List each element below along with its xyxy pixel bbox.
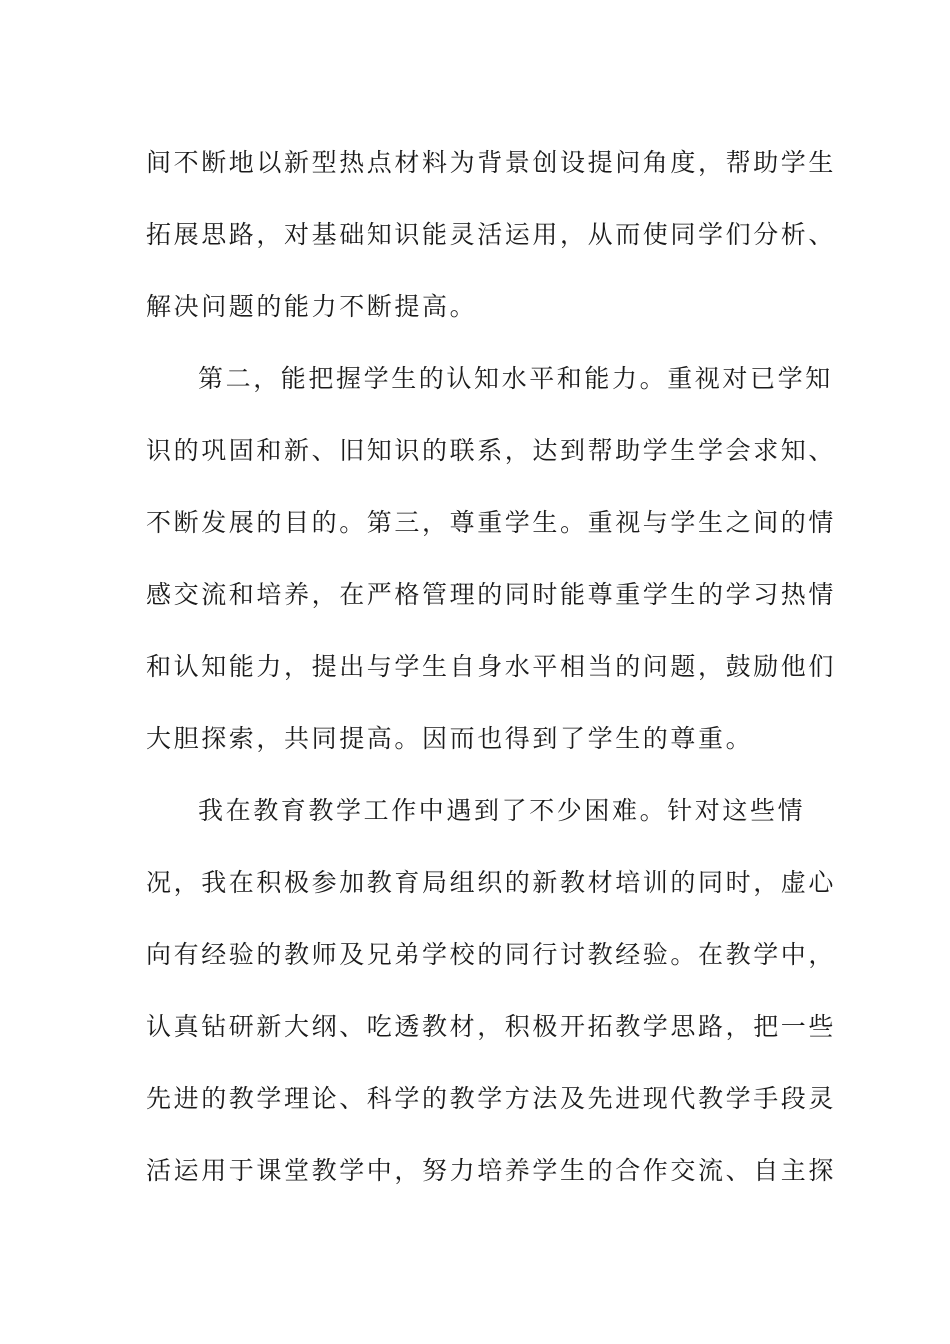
- text-line: 认真钻研新大纲、吃透教材，积极开拓教学思路，把一些: [146, 1012, 837, 1041]
- paragraph-start-line: 我在教育教学工作中遇到了不少困难。针对这些情: [198, 796, 806, 825]
- text-line: 间不断地以新型热点材料为背景创设提问角度，帮助学生: [146, 148, 837, 177]
- text-line: 识的巩固和新、旧知识的联系，达到帮助学生学会求知、: [146, 436, 837, 465]
- text-line: 解决问题的能力不断提高。: [146, 292, 478, 321]
- paragraph-start-line: 第二，能把握学生的认知水平和能力。重视对已学知: [198, 364, 833, 393]
- text-line: 向有经验的教师及兄弟学校的同行讨教经验。在教学中，: [146, 940, 837, 969]
- text-line: 拓展思路，对基础知识能灵活运用，从而使同学们分析、: [146, 220, 837, 249]
- text-line: 感交流和培养，在严格管理的同时能尊重学生的学习热情: [146, 580, 837, 609]
- text-line: 活运用于课堂教学中，努力培养学生的合作交流、自主探: [146, 1156, 837, 1185]
- text-line: 先进的教学理论、科学的教学方法及先进现代教学手段灵: [146, 1084, 837, 1113]
- text-line: 和认知能力，提出与学生自身水平相当的问题，鼓励他们: [146, 652, 837, 681]
- text-line: 不断发展的目的。第三，尊重学生。重视与学生之间的情: [146, 508, 837, 537]
- body-text: [146, 127, 837, 1207]
- text-line: 大胆探索，共同提高。因而也得到了学生的尊重。: [146, 724, 754, 753]
- text-line: 况，我在积极参加教育局组织的新教材培训的同时，虚心: [146, 868, 837, 897]
